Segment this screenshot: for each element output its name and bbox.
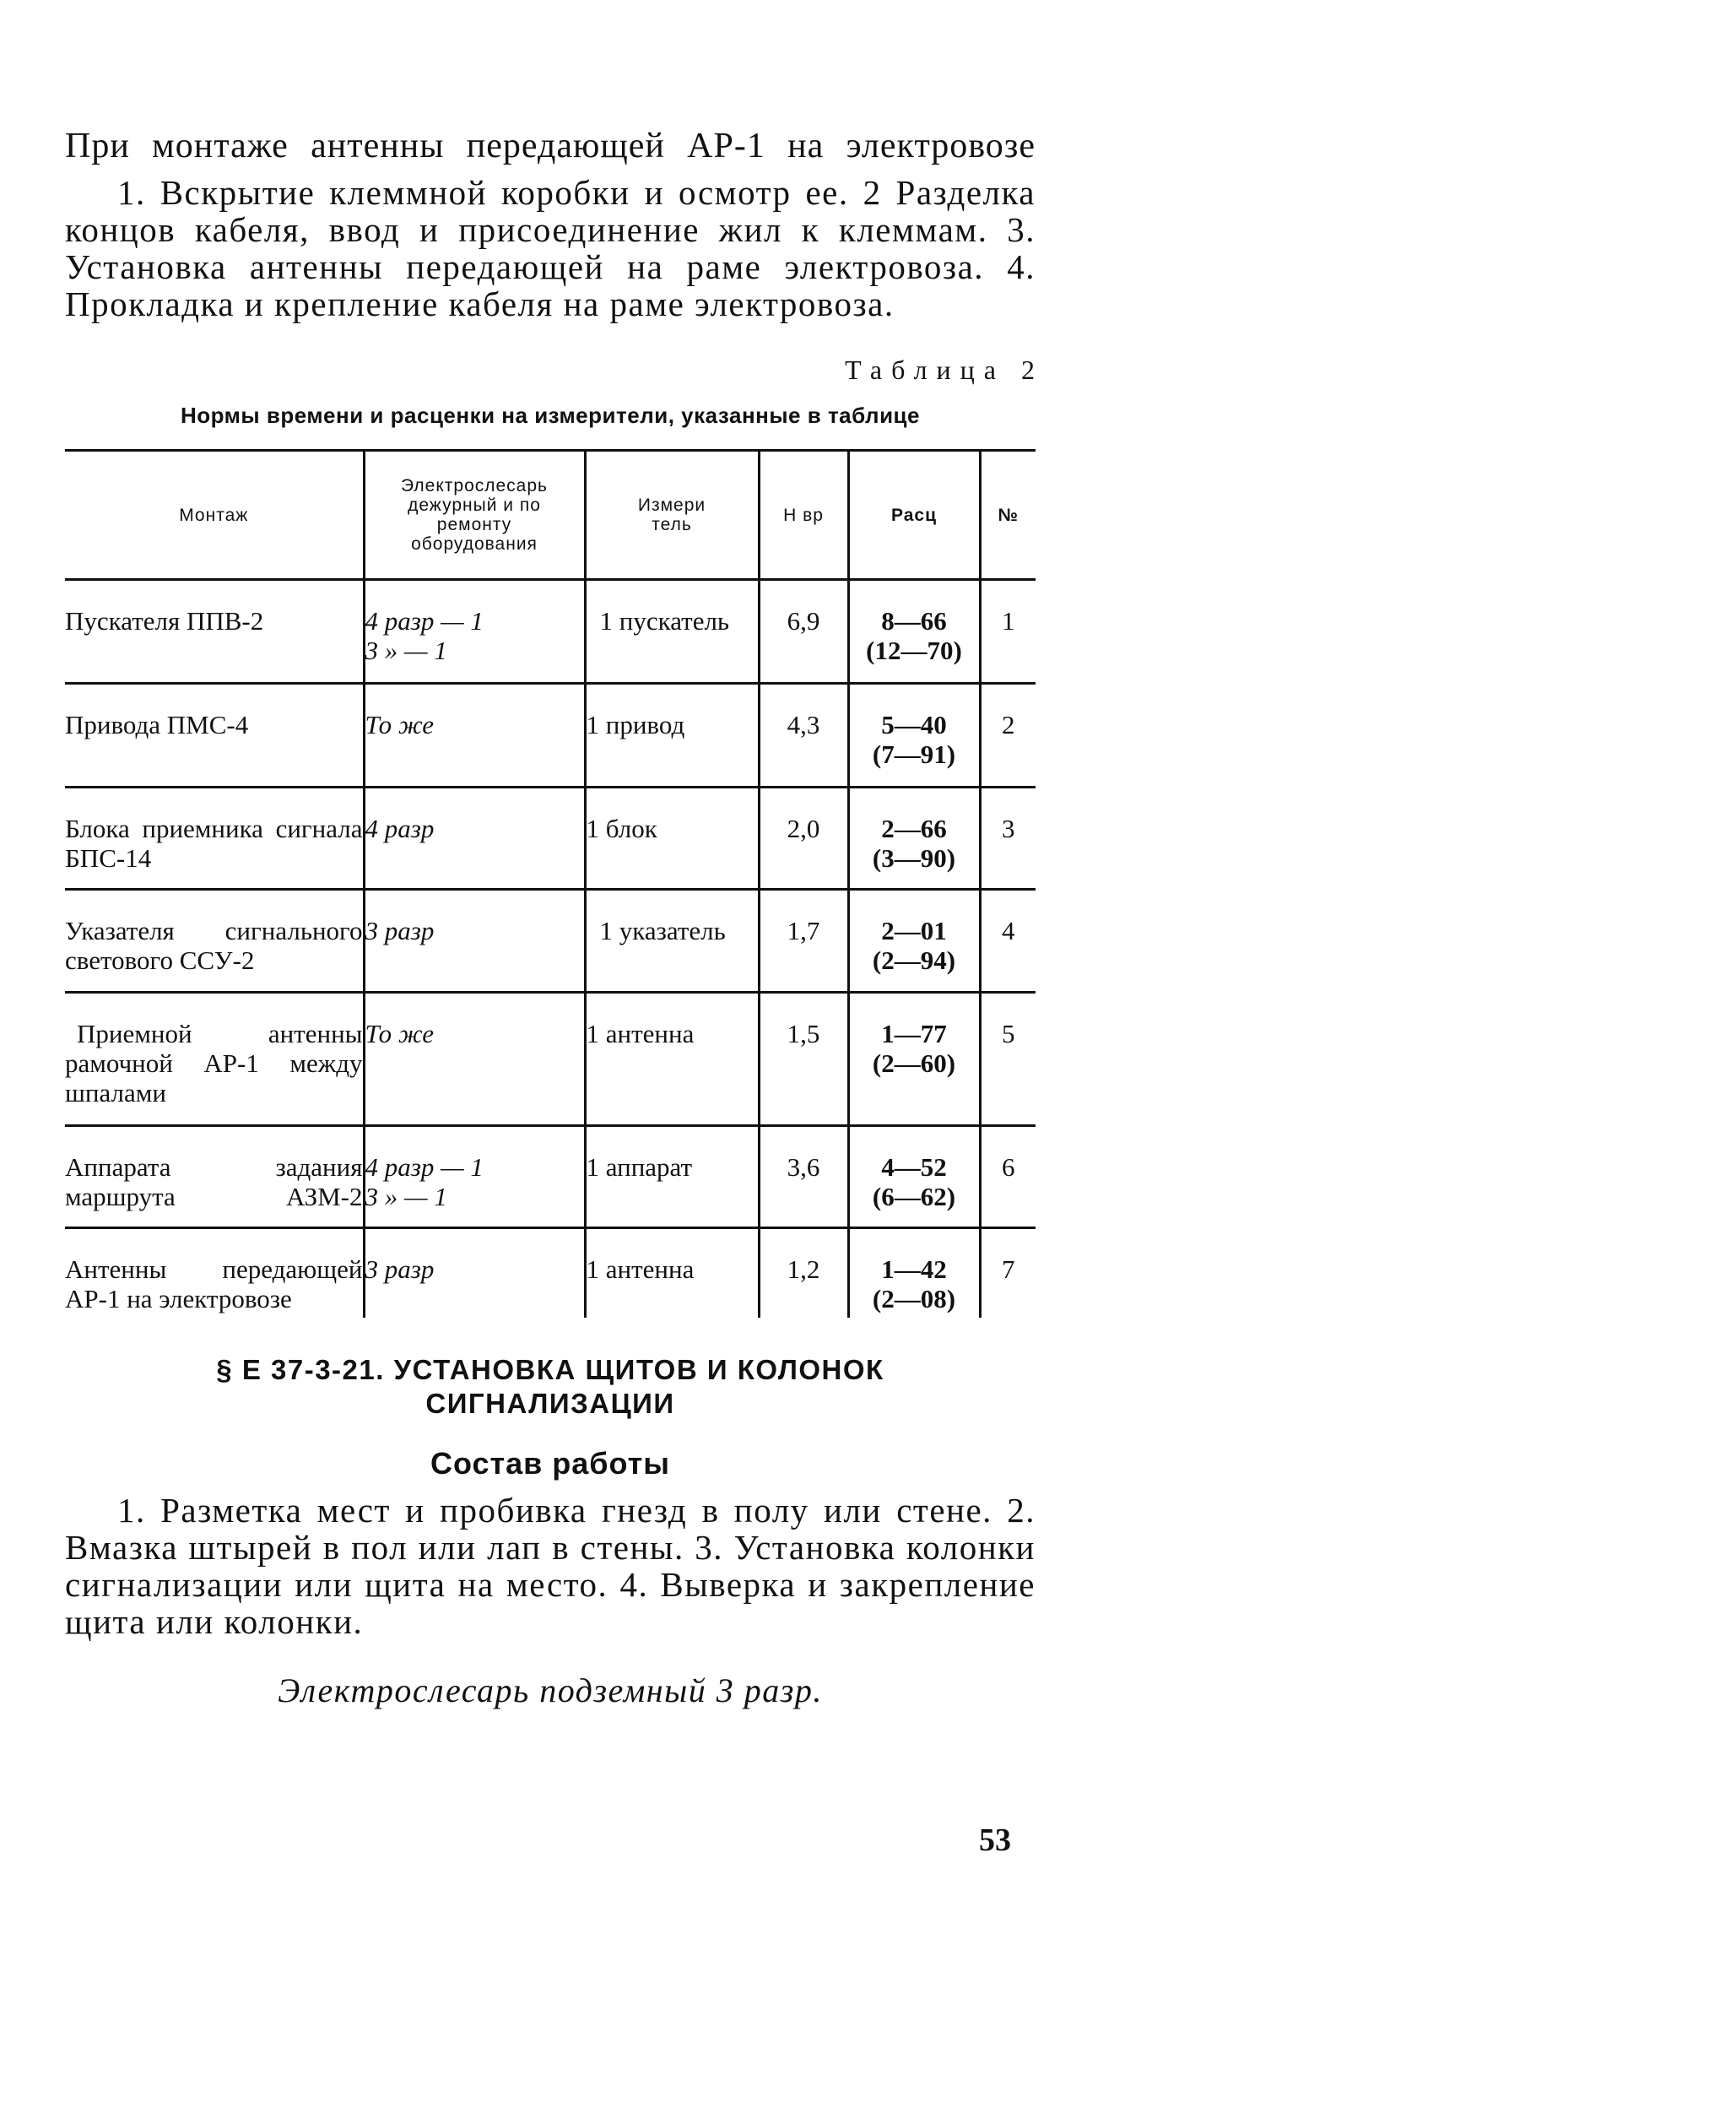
cell-num: 4	[980, 890, 1036, 993]
cell-name: Антенны передающей АР-1 на электровозе	[65, 1254, 363, 1313]
cell-num: 7	[980, 1228, 1036, 1318]
table-row	[65, 1126, 1036, 1228]
header-montage: Монтаж	[65, 451, 364, 580]
cell-worker-line: 4 разр — 1	[365, 1152, 484, 1182]
cell-rate-line: 8—66	[881, 606, 947, 636]
worker-note: Электрослесарь подземный 3 разр.	[278, 1671, 823, 1709]
table-title: Нормы времени и расценки на измерители, указанные в таблице	[180, 403, 920, 428]
page-number: 53	[979, 1822, 1011, 1858]
cell-worker	[364, 1126, 585, 1228]
cell-meter: 1 антенна	[585, 1228, 759, 1318]
cell-rate-line: (3—90)	[872, 843, 956, 873]
cell-rate-line: (7—91)	[872, 739, 956, 769]
section-paragraph: 1. Разметка мест и пробивка гнезд в полу или стене. 2. Вмазка штырей в пол или лап в стены. 3. Установка колонки сигнализации или щита на место. 4. Выверка и закрепление щита или колонки.	[65, 1490, 1036, 1641]
cell-name: Приемной антенны рамочной АР-1 между шпалами	[65, 993, 364, 1126]
header-num: №	[980, 451, 1036, 580]
cell-rate-line: (2—08)	[872, 1284, 956, 1313]
cell-meter: 1 блок	[585, 788, 759, 890]
cell-meter: 1 указатель	[585, 890, 759, 993]
cell-time: 1,5	[759, 993, 848, 1126]
cell-rate-line: 1—42	[881, 1254, 947, 1284]
cell-rate	[848, 890, 980, 993]
cell-name: Пускателя ППВ-2	[65, 580, 364, 684]
cell-rate-line: 2—01	[881, 916, 947, 945]
cell-rate-line: (6—62)	[872, 1182, 956, 1211]
cell-rate-line: (2—60)	[872, 1048, 956, 1078]
table-number-label: Таблица 2	[845, 355, 1044, 385]
intro-paragraph: 1. Вскрытие клеммной коробки и осмотр ее. 2 Разделка концов кабеля, ввод и присоединение жил к клеммам. 3. Установка антенны передающей на раме электровоза. 4. Прокладка и крепление кабеля на раме электровоза.	[65, 173, 1036, 323]
cell-worker-line: 4 разр	[365, 814, 435, 843]
section-title-line: § Е 37-3-21. УСТАНОВКА ЩИТОВ И КОЛОНОК	[216, 1353, 884, 1385]
cell-num: 1	[980, 580, 1036, 684]
cell-worker-line: То же	[365, 1019, 435, 1048]
table-row	[65, 580, 1036, 684]
cell-rate	[848, 993, 980, 1126]
cell-name: Аппарата задания маршрута АЗМ-2	[65, 1126, 364, 1228]
page-content	[65, 127, 1044, 1710]
cell-name: Указателя сигнального светового ССУ-2	[65, 890, 364, 993]
table-row	[65, 1228, 1036, 1318]
cell-worker-line: То же	[365, 710, 435, 739]
cell-meter: 1 антенна	[585, 993, 759, 1126]
cell-rate-line: (2—94)	[872, 945, 956, 975]
header-rate: Расц	[848, 451, 980, 580]
cell-num: 2	[980, 684, 1036, 788]
cell-rate	[848, 580, 980, 684]
table-row	[65, 993, 1036, 1126]
cell-rate	[848, 1126, 980, 1228]
cell-worker-line: 3 разр	[365, 1254, 435, 1284]
cell-rate-line: 2—66	[881, 814, 947, 843]
table-row	[65, 788, 1036, 890]
cell-time: 1,7	[759, 890, 848, 993]
section-title	[65, 1353, 1036, 1421]
cell-worker-line: 3 » — 1	[365, 1182, 447, 1211]
cell-worker	[364, 1228, 585, 1318]
cell-rate-line: (12—70)	[866, 636, 962, 665]
cell-time: 4,3	[759, 684, 848, 788]
cell-time: 3,6	[759, 1126, 848, 1228]
cell-meter: 1 аппарат	[585, 1126, 759, 1228]
cell-time: 2,0	[759, 788, 848, 890]
norms-table	[65, 449, 1036, 1318]
table-row	[65, 684, 1036, 788]
table-row	[65, 890, 1036, 993]
cell-num: 3	[980, 788, 1036, 890]
cell-rate	[848, 788, 980, 890]
intro-heading-line: При монтаже антенны передающей АР-1 на электровозе	[65, 127, 1036, 165]
cell-time: 1,2	[759, 1228, 848, 1318]
header-worker: Электрослесарь дежурный и по ремонту оборудования	[364, 451, 585, 580]
cell-worker	[364, 890, 585, 993]
cell-worker-line: 3 разр	[365, 916, 435, 945]
cell-num: 5	[980, 993, 1036, 1126]
section-subtitle: Состав работы	[430, 1445, 671, 1481]
cell-rate-line: 1—77	[881, 1019, 947, 1048]
cell-num: 6	[980, 1126, 1036, 1228]
cell-meter: 1 пускатель	[585, 580, 759, 684]
section-title-line: СИГНАЛИЗАЦИИ	[425, 1387, 675, 1419]
table-header-row	[65, 451, 1036, 580]
cell-worker-line: 3 » — 1	[365, 636, 447, 665]
cell-worker	[364, 993, 585, 1126]
header-time: Н вр	[759, 451, 848, 580]
cell-rate-line: 4—52	[881, 1152, 947, 1182]
cell-rate-line: 5—40	[881, 710, 947, 739]
cell-rate	[848, 684, 980, 788]
cell-worker-line: 4 разр — 1	[365, 606, 484, 636]
header-meter: Измери тель	[585, 451, 759, 580]
cell-rate	[848, 1228, 980, 1318]
cell-worker	[364, 684, 585, 788]
cell-meter: 1 привод	[585, 684, 759, 788]
cell-time: 6,9	[759, 580, 848, 684]
cell-worker	[364, 580, 585, 684]
cell-name: Блока приемника сигнала БПС-14	[65, 788, 364, 890]
cell-worker	[364, 788, 585, 890]
cell-name: Привода ПМС-4	[65, 684, 364, 788]
